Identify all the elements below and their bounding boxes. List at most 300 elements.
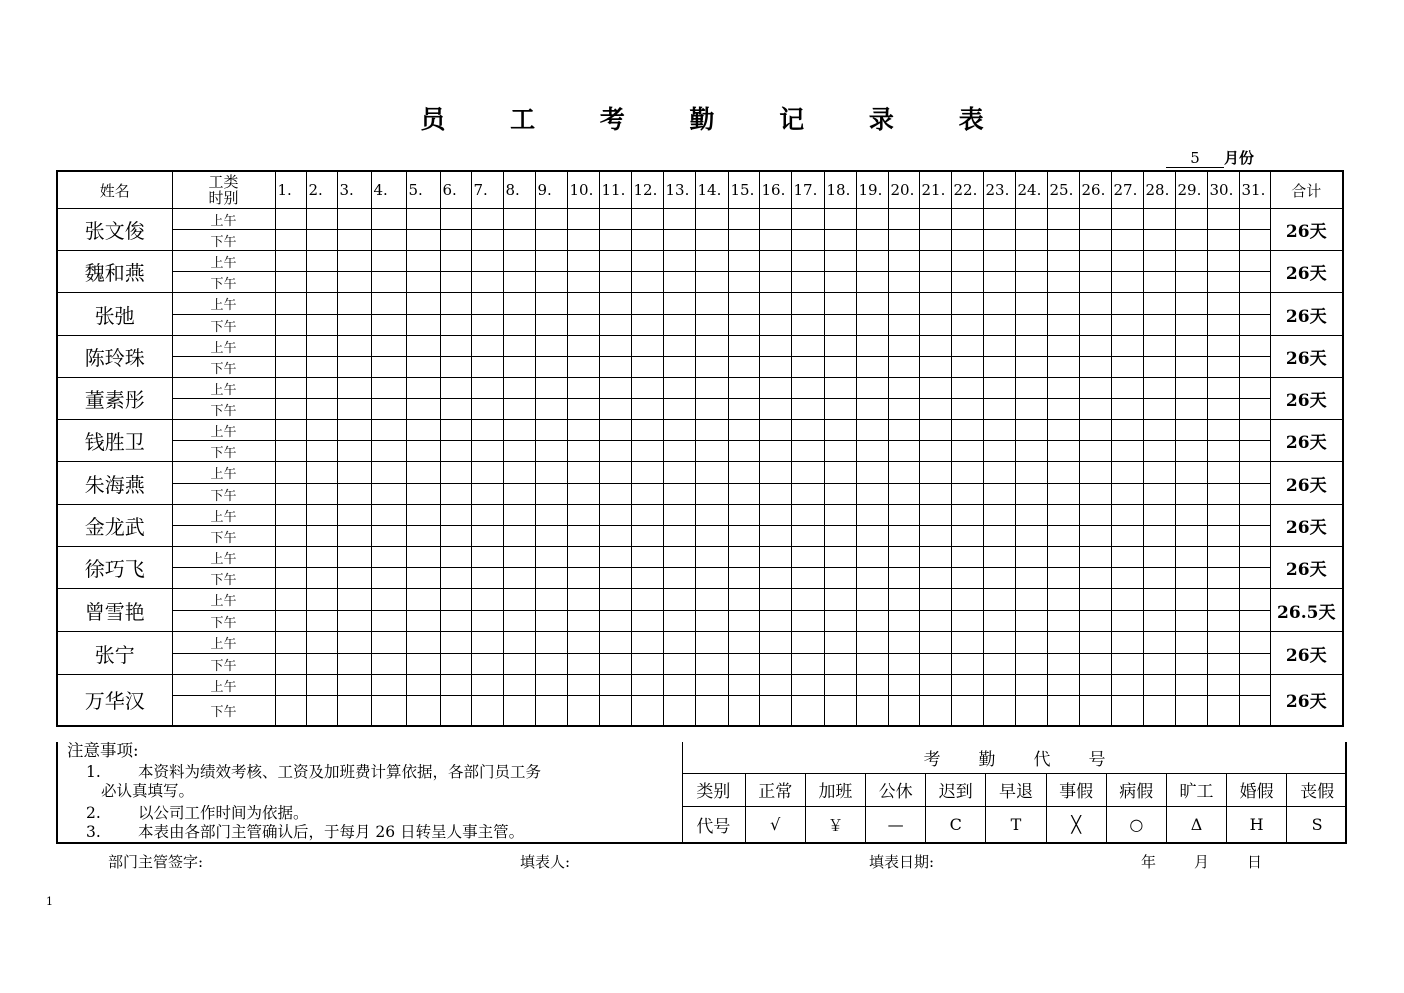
attendance-cell[interactable] (983, 209, 1015, 230)
attendance-cell[interactable] (406, 293, 440, 315)
attendance-cell[interactable] (306, 315, 337, 336)
attendance-cell[interactable] (440, 441, 471, 462)
attendance-cell[interactable] (471, 611, 503, 632)
attendance-cell[interactable] (1239, 251, 1270, 272)
attendance-cell[interactable] (1111, 484, 1143, 505)
attendance-cell[interactable] (951, 336, 983, 357)
attendance-cell[interactable] (1015, 632, 1047, 654)
attendance-cell[interactable] (1207, 589, 1239, 611)
attendance-cell[interactable] (275, 611, 306, 632)
attendance-cell[interactable] (759, 441, 791, 462)
attendance-cell[interactable] (983, 589, 1015, 611)
attendance-cell[interactable] (1111, 675, 1143, 696)
attendance-cell[interactable] (1239, 315, 1270, 336)
attendance-cell[interactable] (951, 611, 983, 632)
attendance-cell[interactable] (1047, 420, 1079, 441)
attendance-cell[interactable] (856, 654, 888, 675)
attendance-cell[interactable] (1207, 315, 1239, 336)
attendance-cell[interactable] (337, 547, 371, 568)
attendance-cell[interactable] (888, 547, 919, 568)
attendance-cell[interactable] (983, 315, 1015, 336)
attendance-cell[interactable] (599, 632, 631, 654)
attendance-cell[interactable] (695, 526, 728, 547)
attendance-cell[interactable] (337, 611, 371, 632)
attendance-cell[interactable] (983, 441, 1015, 462)
attendance-cell[interactable] (440, 315, 471, 336)
attendance-cell[interactable] (1047, 654, 1079, 675)
attendance-cell[interactable] (471, 568, 503, 589)
attendance-cell[interactable] (919, 293, 951, 315)
attendance-cell[interactable] (275, 484, 306, 505)
attendance-cell[interactable] (535, 484, 567, 505)
attendance-cell[interactable] (728, 484, 759, 505)
attendance-cell[interactable] (306, 272, 337, 293)
attendance-cell[interactable] (535, 209, 567, 230)
attendance-cell[interactable] (1111, 230, 1143, 251)
attendance-cell[interactable] (1239, 696, 1270, 726)
attendance-cell[interactable] (1239, 484, 1270, 505)
attendance-cell[interactable] (503, 230, 535, 251)
attendance-cell[interactable] (951, 696, 983, 726)
attendance-cell[interactable] (1239, 293, 1270, 315)
attendance-cell[interactable] (567, 441, 599, 462)
attendance-cell[interactable] (951, 399, 983, 420)
attendance-cell[interactable] (1015, 611, 1047, 632)
attendance-cell[interactable] (306, 526, 337, 547)
attendance-cell[interactable] (1143, 654, 1175, 675)
attendance-cell[interactable] (1207, 399, 1239, 420)
attendance-cell[interactable] (695, 209, 728, 230)
attendance-cell[interactable] (535, 378, 567, 399)
attendance-cell[interactable] (1047, 589, 1079, 611)
attendance-cell[interactable] (1239, 378, 1270, 399)
attendance-cell[interactable] (1143, 484, 1175, 505)
attendance-cell[interactable] (663, 272, 695, 293)
attendance-cell[interactable] (856, 209, 888, 230)
attendance-cell[interactable] (1175, 632, 1207, 654)
attendance-cell[interactable] (406, 654, 440, 675)
attendance-cell[interactable] (1239, 336, 1270, 357)
attendance-cell[interactable] (306, 675, 337, 696)
attendance-cell[interactable] (663, 357, 695, 378)
attendance-cell[interactable] (371, 675, 406, 696)
attendance-cell[interactable] (983, 505, 1015, 526)
attendance-cell[interactable] (631, 505, 663, 526)
attendance-cell[interactable] (759, 230, 791, 251)
attendance-cell[interactable] (983, 632, 1015, 654)
attendance-cell[interactable] (1239, 589, 1270, 611)
attendance-cell[interactable] (695, 230, 728, 251)
attendance-cell[interactable] (503, 526, 535, 547)
attendance-cell[interactable] (337, 357, 371, 378)
attendance-cell[interactable] (1015, 420, 1047, 441)
attendance-cell[interactable] (856, 696, 888, 726)
attendance-cell[interactable] (471, 230, 503, 251)
attendance-cell[interactable] (337, 293, 371, 315)
attendance-cell[interactable] (728, 568, 759, 589)
attendance-cell[interactable] (406, 357, 440, 378)
attendance-cell[interactable] (951, 675, 983, 696)
attendance-cell[interactable] (1207, 526, 1239, 547)
attendance-cell[interactable] (631, 611, 663, 632)
attendance-cell[interactable] (983, 230, 1015, 251)
attendance-cell[interactable] (306, 632, 337, 654)
attendance-cell[interactable] (824, 441, 856, 462)
attendance-cell[interactable] (1143, 251, 1175, 272)
attendance-cell[interactable] (1207, 441, 1239, 462)
attendance-cell[interactable] (759, 589, 791, 611)
attendance-cell[interactable] (695, 357, 728, 378)
attendance-cell[interactable] (631, 272, 663, 293)
attendance-cell[interactable] (983, 547, 1015, 568)
attendance-cell[interactable] (1239, 441, 1270, 462)
attendance-cell[interactable] (791, 675, 824, 696)
attendance-cell[interactable] (471, 357, 503, 378)
attendance-cell[interactable] (599, 441, 631, 462)
attendance-cell[interactable] (888, 357, 919, 378)
attendance-cell[interactable] (728, 462, 759, 484)
attendance-cell[interactable] (1175, 315, 1207, 336)
attendance-cell[interactable] (471, 505, 503, 526)
attendance-cell[interactable] (728, 315, 759, 336)
attendance-cell[interactable] (535, 251, 567, 272)
attendance-cell[interactable] (856, 357, 888, 378)
attendance-cell[interactable] (275, 399, 306, 420)
attendance-cell[interactable] (567, 547, 599, 568)
attendance-cell[interactable] (631, 378, 663, 399)
attendance-cell[interactable] (888, 441, 919, 462)
attendance-cell[interactable] (888, 654, 919, 675)
attendance-cell[interactable] (1111, 568, 1143, 589)
attendance-cell[interactable] (567, 484, 599, 505)
attendance-cell[interactable] (306, 589, 337, 611)
attendance-cell[interactable] (599, 547, 631, 568)
attendance-cell[interactable] (535, 675, 567, 696)
attendance-cell[interactable] (919, 526, 951, 547)
attendance-cell[interactable] (1111, 526, 1143, 547)
attendance-cell[interactable] (1143, 315, 1175, 336)
attendance-cell[interactable] (1111, 505, 1143, 526)
attendance-cell[interactable] (728, 505, 759, 526)
attendance-cell[interactable] (406, 547, 440, 568)
attendance-cell[interactable] (663, 547, 695, 568)
attendance-cell[interactable] (1175, 209, 1207, 230)
attendance-cell[interactable] (1047, 315, 1079, 336)
attendance-cell[interactable] (1111, 441, 1143, 462)
attendance-cell[interactable] (856, 293, 888, 315)
attendance-cell[interactable] (919, 675, 951, 696)
attendance-cell[interactable] (1015, 230, 1047, 251)
attendance-cell[interactable] (337, 675, 371, 696)
attendance-cell[interactable] (888, 589, 919, 611)
attendance-cell[interactable] (1207, 505, 1239, 526)
attendance-cell[interactable] (535, 272, 567, 293)
attendance-cell[interactable] (759, 568, 791, 589)
attendance-cell[interactable] (440, 336, 471, 357)
attendance-cell[interactable] (1175, 589, 1207, 611)
attendance-cell[interactable] (1175, 420, 1207, 441)
attendance-cell[interactable] (1111, 462, 1143, 484)
attendance-cell[interactable] (440, 632, 471, 654)
attendance-cell[interactable] (1015, 526, 1047, 547)
attendance-cell[interactable] (856, 675, 888, 696)
attendance-cell[interactable] (888, 378, 919, 399)
attendance-cell[interactable] (406, 589, 440, 611)
attendance-cell[interactable] (919, 505, 951, 526)
attendance-cell[interactable] (951, 357, 983, 378)
attendance-cell[interactable] (1079, 632, 1111, 654)
attendance-cell[interactable] (371, 251, 406, 272)
attendance-cell[interactable] (471, 654, 503, 675)
attendance-cell[interactable] (1015, 462, 1047, 484)
attendance-cell[interactable] (1239, 654, 1270, 675)
attendance-cell[interactable] (951, 378, 983, 399)
attendance-cell[interactable] (306, 251, 337, 272)
attendance-cell[interactable] (1175, 484, 1207, 505)
attendance-cell[interactable] (759, 675, 791, 696)
attendance-cell[interactable] (824, 462, 856, 484)
attendance-cell[interactable] (535, 611, 567, 632)
attendance-cell[interactable] (503, 293, 535, 315)
attendance-cell[interactable] (824, 315, 856, 336)
attendance-cell[interactable] (599, 462, 631, 484)
attendance-cell[interactable] (791, 654, 824, 675)
attendance-cell[interactable] (663, 568, 695, 589)
attendance-cell[interactable] (1047, 568, 1079, 589)
attendance-cell[interactable] (695, 611, 728, 632)
attendance-cell[interactable] (759, 696, 791, 726)
attendance-cell[interactable] (791, 611, 824, 632)
attendance-cell[interactable] (406, 251, 440, 272)
attendance-cell[interactable] (306, 209, 337, 230)
attendance-cell[interactable] (406, 399, 440, 420)
attendance-cell[interactable] (1015, 251, 1047, 272)
attendance-cell[interactable] (306, 696, 337, 726)
attendance-cell[interactable] (791, 696, 824, 726)
attendance-cell[interactable] (535, 420, 567, 441)
attendance-cell[interactable] (824, 675, 856, 696)
attendance-cell[interactable] (1015, 484, 1047, 505)
attendance-cell[interactable] (1047, 696, 1079, 726)
attendance-cell[interactable] (695, 462, 728, 484)
attendance-cell[interactable] (1015, 272, 1047, 293)
attendance-cell[interactable] (824, 654, 856, 675)
attendance-cell[interactable] (1175, 462, 1207, 484)
attendance-cell[interactable] (567, 336, 599, 357)
attendance-cell[interactable] (663, 632, 695, 654)
attendance-cell[interactable] (306, 505, 337, 526)
attendance-cell[interactable] (503, 589, 535, 611)
attendance-cell[interactable] (1143, 526, 1175, 547)
attendance-cell[interactable] (1079, 336, 1111, 357)
attendance-cell[interactable] (856, 441, 888, 462)
attendance-cell[interactable] (759, 315, 791, 336)
attendance-cell[interactable] (1239, 230, 1270, 251)
attendance-cell[interactable] (759, 378, 791, 399)
attendance-cell[interactable] (503, 696, 535, 726)
attendance-cell[interactable] (337, 568, 371, 589)
attendance-cell[interactable] (983, 293, 1015, 315)
attendance-cell[interactable] (951, 589, 983, 611)
attendance-cell[interactable] (631, 441, 663, 462)
attendance-cell[interactable] (599, 568, 631, 589)
attendance-cell[interactable] (728, 336, 759, 357)
attendance-cell[interactable] (1207, 293, 1239, 315)
attendance-cell[interactable] (599, 526, 631, 547)
attendance-cell[interactable] (406, 632, 440, 654)
attendance-cell[interactable] (791, 589, 824, 611)
attendance-cell[interactable] (406, 484, 440, 505)
attendance-cell[interactable] (728, 272, 759, 293)
attendance-cell[interactable] (371, 272, 406, 293)
attendance-cell[interactable] (599, 484, 631, 505)
attendance-cell[interactable] (919, 357, 951, 378)
attendance-cell[interactable] (503, 547, 535, 568)
attendance-cell[interactable] (856, 336, 888, 357)
attendance-cell[interactable] (406, 526, 440, 547)
attendance-cell[interactable] (759, 632, 791, 654)
attendance-cell[interactable] (728, 526, 759, 547)
attendance-cell[interactable] (728, 654, 759, 675)
attendance-cell[interactable] (306, 399, 337, 420)
attendance-cell[interactable] (791, 632, 824, 654)
attendance-cell[interactable] (824, 336, 856, 357)
attendance-cell[interactable] (1015, 315, 1047, 336)
attendance-cell[interactable] (471, 675, 503, 696)
attendance-cell[interactable] (599, 251, 631, 272)
attendance-cell[interactable] (824, 357, 856, 378)
attendance-cell[interactable] (1079, 547, 1111, 568)
attendance-cell[interactable] (567, 315, 599, 336)
attendance-cell[interactable] (791, 336, 824, 357)
attendance-cell[interactable] (1047, 230, 1079, 251)
attendance-cell[interactable] (567, 209, 599, 230)
attendance-cell[interactable] (371, 336, 406, 357)
attendance-cell[interactable] (728, 420, 759, 441)
attendance-cell[interactable] (599, 293, 631, 315)
attendance-cell[interactable] (275, 378, 306, 399)
attendance-cell[interactable] (1207, 696, 1239, 726)
attendance-cell[interactable] (306, 357, 337, 378)
attendance-cell[interactable] (856, 399, 888, 420)
attendance-cell[interactable] (1175, 654, 1207, 675)
attendance-cell[interactable] (695, 251, 728, 272)
attendance-cell[interactable] (471, 420, 503, 441)
attendance-cell[interactable] (275, 251, 306, 272)
attendance-cell[interactable] (567, 675, 599, 696)
attendance-cell[interactable] (503, 632, 535, 654)
attendance-cell[interactable] (1111, 589, 1143, 611)
attendance-cell[interactable] (337, 378, 371, 399)
attendance-cell[interactable] (1207, 378, 1239, 399)
attendance-cell[interactable] (1207, 632, 1239, 654)
attendance-cell[interactable] (951, 230, 983, 251)
attendance-cell[interactable] (1175, 441, 1207, 462)
attendance-cell[interactable] (471, 462, 503, 484)
attendance-cell[interactable] (919, 230, 951, 251)
attendance-cell[interactable] (337, 505, 371, 526)
attendance-cell[interactable] (567, 399, 599, 420)
attendance-cell[interactable] (1015, 568, 1047, 589)
attendance-cell[interactable] (1079, 315, 1111, 336)
attendance-cell[interactable] (983, 357, 1015, 378)
attendance-cell[interactable] (983, 675, 1015, 696)
attendance-cell[interactable] (631, 675, 663, 696)
attendance-cell[interactable] (1079, 589, 1111, 611)
attendance-cell[interactable] (1239, 462, 1270, 484)
attendance-cell[interactable] (919, 272, 951, 293)
attendance-cell[interactable] (888, 209, 919, 230)
attendance-cell[interactable] (631, 315, 663, 336)
attendance-cell[interactable] (728, 611, 759, 632)
attendance-cell[interactable] (306, 611, 337, 632)
attendance-cell[interactable] (663, 526, 695, 547)
attendance-cell[interactable] (275, 696, 306, 726)
attendance-cell[interactable] (306, 420, 337, 441)
attendance-cell[interactable] (1079, 420, 1111, 441)
attendance-cell[interactable] (824, 632, 856, 654)
attendance-cell[interactable] (371, 484, 406, 505)
attendance-cell[interactable] (503, 272, 535, 293)
attendance-cell[interactable] (406, 272, 440, 293)
attendance-cell[interactable] (535, 568, 567, 589)
attendance-cell[interactable] (371, 230, 406, 251)
attendance-cell[interactable] (371, 441, 406, 462)
attendance-cell[interactable] (1207, 462, 1239, 484)
attendance-cell[interactable] (1047, 632, 1079, 654)
attendance-cell[interactable] (406, 462, 440, 484)
attendance-cell[interactable] (471, 526, 503, 547)
attendance-cell[interactable] (275, 272, 306, 293)
attendance-cell[interactable] (824, 251, 856, 272)
attendance-cell[interactable] (824, 272, 856, 293)
attendance-cell[interactable] (791, 420, 824, 441)
attendance-cell[interactable] (337, 399, 371, 420)
attendance-cell[interactable] (306, 547, 337, 568)
attendance-cell[interactable] (791, 251, 824, 272)
attendance-cell[interactable] (406, 378, 440, 399)
attendance-cell[interactable] (951, 547, 983, 568)
attendance-cell[interactable] (888, 399, 919, 420)
attendance-cell[interactable] (983, 696, 1015, 726)
attendance-cell[interactable] (791, 315, 824, 336)
attendance-cell[interactable] (983, 420, 1015, 441)
attendance-cell[interactable] (371, 293, 406, 315)
attendance-cell[interactable] (1015, 399, 1047, 420)
attendance-cell[interactable] (631, 484, 663, 505)
attendance-cell[interactable] (1079, 654, 1111, 675)
attendance-cell[interactable] (1207, 209, 1239, 230)
attendance-cell[interactable] (503, 505, 535, 526)
attendance-cell[interactable] (371, 315, 406, 336)
attendance-cell[interactable] (663, 505, 695, 526)
attendance-cell[interactable] (535, 654, 567, 675)
attendance-cell[interactable] (535, 230, 567, 251)
attendance-cell[interactable] (695, 505, 728, 526)
attendance-cell[interactable] (440, 568, 471, 589)
attendance-cell[interactable] (1079, 441, 1111, 462)
attendance-cell[interactable] (337, 230, 371, 251)
attendance-cell[interactable] (951, 209, 983, 230)
attendance-cell[interactable] (535, 441, 567, 462)
attendance-cell[interactable] (1015, 589, 1047, 611)
attendance-cell[interactable] (728, 251, 759, 272)
attendance-cell[interactable] (631, 462, 663, 484)
attendance-cell[interactable] (275, 357, 306, 378)
attendance-cell[interactable] (759, 293, 791, 315)
attendance-cell[interactable] (919, 378, 951, 399)
attendance-cell[interactable] (535, 526, 567, 547)
